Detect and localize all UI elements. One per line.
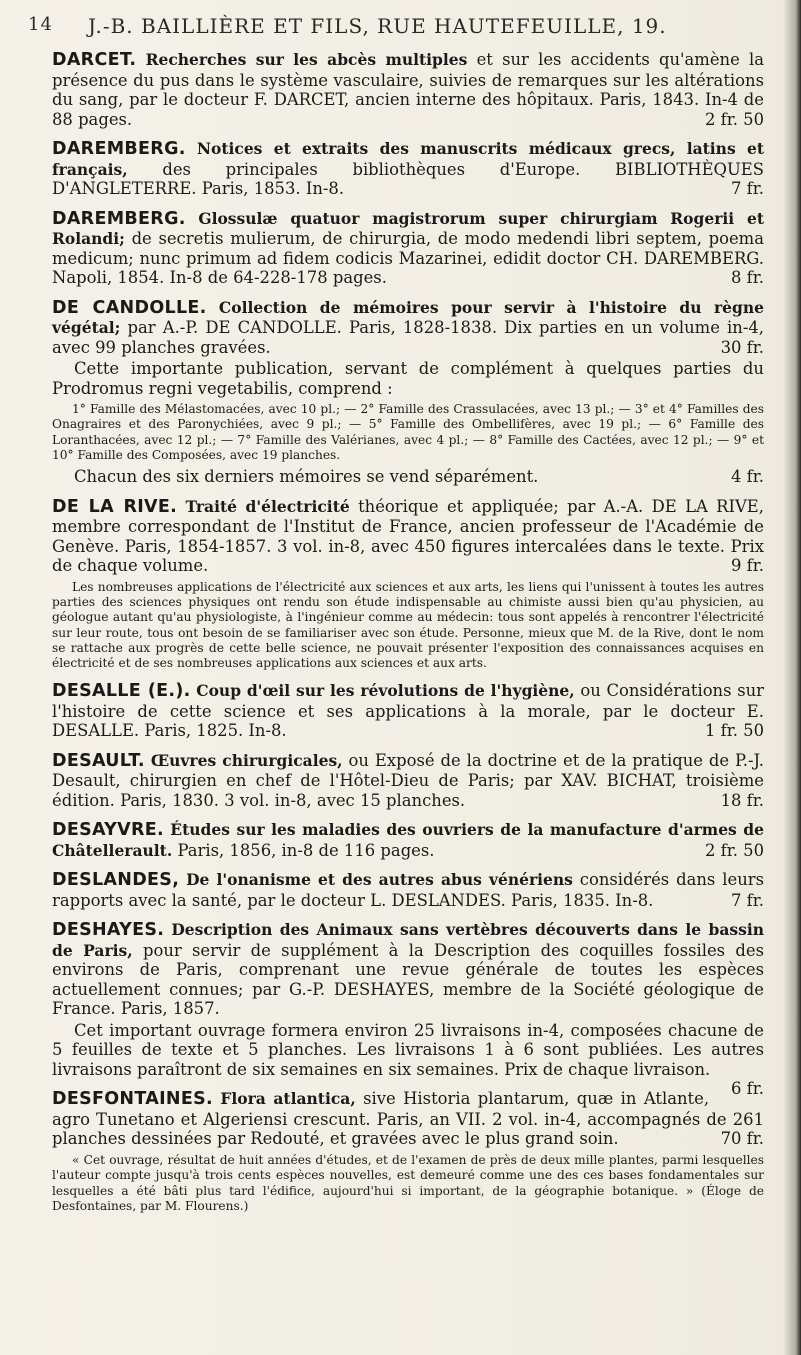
entry-price: 7 fr. bbox=[731, 890, 764, 910]
entry-text: ou Exposé de la doctrine et de la pratique de P.-J. Desault, chirurgien en chef de l'Hôtel-Dieu de Paris; par XAV. BICHAT, troisième édition. Paris, 1830. 3 vol. in-8, avec 15 planches. bbox=[52, 750, 765, 810]
entry-price-secondary: 4 fr. bbox=[731, 467, 764, 487]
page-number: 14 bbox=[28, 14, 53, 35]
entry-commentary: Les nombreuses applications de l'électricité aux sciences et aux arts, les liens qui l'unissent à toutes les autres parties des sciences physiques ont rendu son étude indispensable au chimiste aussi bien qu'au physicien, au géologue autant qu'au physiologiste, à l'ingénieur comme au médecin: tous sont appelés à rencontrer l'électricité sur leur route, tous ont besoin de se familiariser avec son étude. Personne, mieux que M. de la Rive, dont le nom se rattache aux progrès de cette belle science, ne pouvait présenter l'exposition des connaissances acquises en électricité et de ses nombreuses applications aux sciences et aux arts. bbox=[52, 579, 764, 671]
entry-text: considérés dans leurs rapports avec la santé, par le docteur L. DESLANDES. Paris, 1835. In-8. bbox=[52, 870, 764, 910]
entry-subject: Description des Animaux sans vertèbres découverts dans le bassin de Paris, bbox=[52, 920, 764, 960]
entry-text: ou Considérations sur l'histoire de cette science et ses applications à la morale, par le docteur E. DESALLE. Paris, 1825. In-8. bbox=[52, 681, 764, 741]
entry-desayvre bbox=[52, 820, 764, 860]
entry-quotation: « Cet ouvrage, résultat de huit années d'études, et de l'examen de près de deux mille plantes, parmi lesquelles l'auteur compte jusqu'à trois cents espèces nouvelles, est demeuré comme une des ces bases fondamentales sur lesquelles a été bâti plus tard l'édifice, aujourd'hui si important, de la géographie botanique. » (Éloge de Desfontaines, par M. Flourens.) bbox=[52, 1152, 764, 1213]
entry-subject: Notices et extraits des manuscrits médicaux grecs, latins et français, bbox=[52, 139, 764, 179]
entry-description: Cette importante publication, servant de complément à quelques parties du Prodromus regni vegetabilis, comprend : bbox=[52, 359, 764, 398]
entry-note: Chacun des six derniers mémoires se vend séparément. bbox=[74, 467, 539, 487]
entry-desalle bbox=[52, 681, 764, 741]
entry-author: DAREMBERG. bbox=[52, 139, 186, 159]
entry-de-la-rive bbox=[52, 497, 764, 672]
entry-price: 18 fr. bbox=[720, 790, 764, 810]
catalog-content bbox=[52, 50, 764, 1224]
entry-subject: Glossulæ quatuor magistrorum super chirurgiam Rogerii et Rolandi; bbox=[52, 208, 764, 248]
publisher-line: J.-B. BAILLIÈRE ET FILS, RUE HAUTEFEUILLE, 19. bbox=[88, 14, 667, 38]
entry-daremberg-glossulae bbox=[52, 209, 764, 288]
entry-subline bbox=[52, 467, 764, 487]
entry-text: des principales bibliothèques d'Europe. BIBLIOTHÈQUES D'ANGLETERRE. Paris, 1853. In-8. bbox=[52, 159, 765, 198]
entry-darcet bbox=[52, 50, 764, 129]
entry-author: DESAULT. bbox=[52, 750, 145, 771]
entry-desault bbox=[52, 751, 764, 811]
entry-author: DESHAYES. bbox=[52, 920, 165, 941]
entry-text: théorique et appliquée; par A.-A. DE LA RIVE, membre correspondant de l'Institut de France, ancien professeur de l'Académie de Genève. Paris, 1854-1857. 3 vol. in-8, avec 450 figures intercalées dans le texte. Prix de chaque volume. bbox=[52, 496, 764, 576]
entry-price: 8 fr. bbox=[731, 268, 764, 287]
entry-text: par A.-P. DE CANDOLLE. Paris, 1828-1838. Dix parties en un volume in-4, avec 99 planches gravées. bbox=[52, 318, 765, 357]
entry-desfontaines bbox=[52, 1089, 764, 1214]
entry-contents-list: 1° Famille des Mélastomacées, avec 10 pl.; — 2° Famille des Crassulacées, avec 13 pl.; — 3° et 4° Familles des Onagraires et des Paronychiées, avec 9 pl.; — 5° Famille des Ombellifères, avec 19 pl.; — 6° Famille des Loranthacées, avec 12 pl.; — 7° Famille des Valérianes, avec 4 pl.; — 8° Famille des Cactées, avec 12 pl.; — 9° et 10° Famille des Composées, avec 19 planches. bbox=[52, 402, 764, 462]
entry-author: DESLANDES, bbox=[52, 870, 180, 891]
entry-author: DE CANDOLLE. bbox=[52, 297, 207, 318]
entry-price: 2 fr. 50 bbox=[704, 840, 764, 860]
entry-subject: Recherches sur les abcès multiples bbox=[145, 50, 468, 69]
entry-author: DESALLE (E.). bbox=[52, 681, 191, 702]
entry-price: 30 fr. bbox=[720, 337, 764, 357]
entry-price: 9 fr. bbox=[731, 556, 764, 576]
entry-text: Paris, 1856, in-8 de 116 pages. bbox=[177, 840, 435, 860]
entry-subject: Collection de mémoires pour servir à l'histoire du règne végétal; bbox=[52, 297, 764, 337]
entry-author: DESFONTAINES. bbox=[52, 1089, 213, 1110]
entry-author: DARCET. bbox=[52, 50, 137, 70]
entry-text: et sur les accidents qu'amène la présence du pus dans le système vasculaire, suivies de remarques sur les altérations du sang, par le docteur F. DARCET, ancien interne des hôpitaux. Paris, 1843. In-4 de 88 pages. bbox=[52, 50, 764, 129]
entry-subject: De l'onanisme et des autres abus vénériens bbox=[186, 870, 573, 890]
entry-de-candolle bbox=[52, 298, 764, 487]
entry-text: de secretis mulierum, de chirurgia, de modo medendi libri septem, poema medicum; nunc primum ad fidem codicis Mazarinei, edidit doctor CH. DAREMBERG. Napoli, 1854. In-8 de 64-228-178 pages. bbox=[52, 229, 764, 287]
entry-author: DAREMBERG. bbox=[52, 208, 186, 229]
entry-description-text: Cet important ouvrage formera environ 25 livraisons in-4, composées chacune de 5 feuilles de texte et 5 planches. Les livraisons 1 à 6 sont publiées. Les autres livraisons paraîtront de six semaines en six semaines. Prix de chaque livraison. bbox=[52, 1020, 764, 1079]
entry-author: DE LA RIVE. bbox=[52, 496, 178, 517]
entry-deslandes bbox=[52, 870, 764, 910]
entry-price: 1 fr. 50 bbox=[704, 721, 764, 741]
entry-subject: Études sur les maladies des ouvriers de la manufacture d'armes de Châtellerault. bbox=[52, 820, 764, 860]
entry-subject: Traité d'électricité bbox=[185, 496, 350, 516]
entry-text: pour servir de supplément à la Description des coquilles fossiles des environs de Paris, comprenant une revue générale de toutes les espèces actuellement connues; par G.-P. DESHAYES, membre de la Société géologique de France. Paris, 1857. bbox=[52, 940, 764, 1019]
entry-price: 2 fr. 50 bbox=[704, 109, 764, 129]
entry-price: 7 fr. bbox=[731, 179, 764, 198]
entry-daremberg-notices bbox=[52, 139, 764, 199]
entry-text: sive Historia plantarum, quæ in Atlante, agro Tunetano et Algeriensi crescunt. Paris, an VII. 2 vol. in-4, accompagnés de 261 planches dessinées par Redouté, et gravées avec le plus grand soin. bbox=[52, 1089, 764, 1149]
page-edge-shadow bbox=[783, 0, 801, 1355]
entry-price: 70 fr. bbox=[720, 1129, 764, 1149]
entry-subject: Flora atlantica, bbox=[220, 1089, 356, 1109]
entry-subject: Œuvres chirurgicales, bbox=[150, 750, 343, 770]
entry-price-secondary: 6 fr. bbox=[731, 1079, 764, 1099]
entry-subject: Coup d'œil sur les révolutions de l'hygiène, bbox=[196, 681, 575, 701]
running-header bbox=[28, 10, 761, 44]
entry-author: DESAYVRE. bbox=[52, 820, 164, 841]
